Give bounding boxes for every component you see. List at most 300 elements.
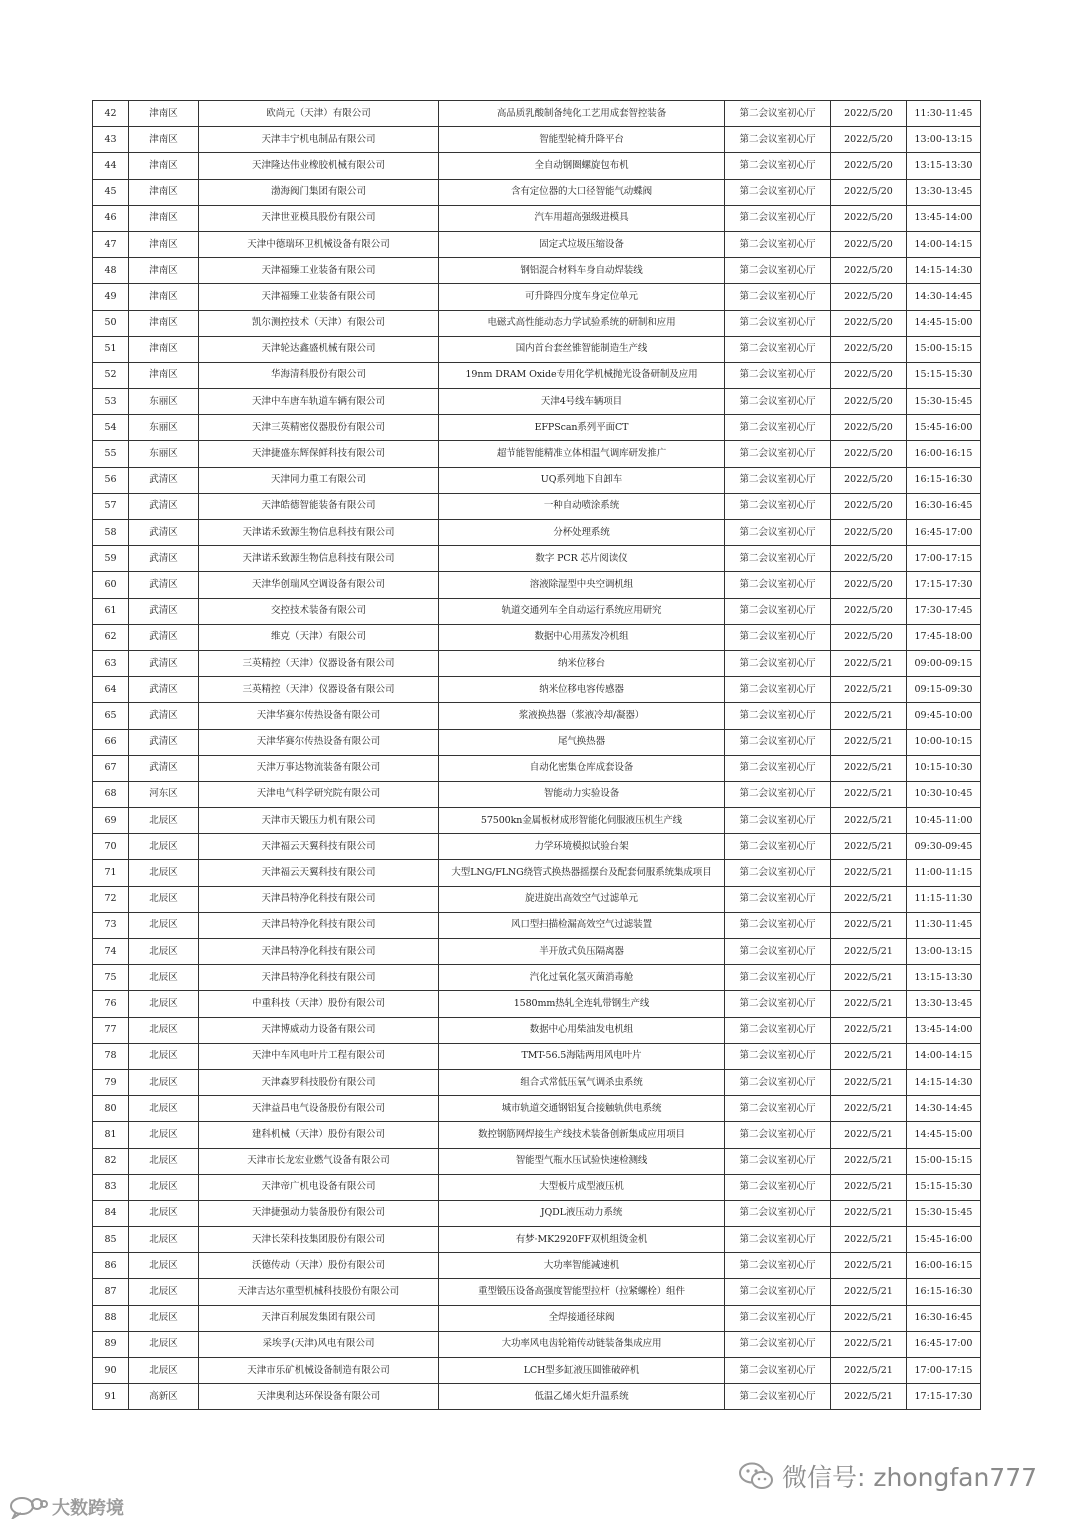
venue-cell: 第二会议室初心厅 <box>725 389 831 415</box>
row-number-cell: 77 <box>93 1017 129 1043</box>
date-cell: 2022/5/21 <box>831 755 907 781</box>
district-cell: 武清区 <box>129 598 199 624</box>
company-cell: 天津电气科学研究院有限公司 <box>199 781 439 807</box>
company-cell: 天津华创瑞风空调设备有限公司 <box>199 572 439 598</box>
district-cell: 北辰区 <box>129 1331 199 1357</box>
district-cell: 东丽区 <box>129 441 199 467</box>
project-cell: 组合式常低压氧气调杀虫系统 <box>439 1069 725 1095</box>
district-cell: 武清区 <box>129 493 199 519</box>
date-cell: 2022/5/20 <box>831 598 907 624</box>
date-cell: 2022/5/20 <box>831 153 907 179</box>
table-row <box>93 677 981 703</box>
district-cell: 津南区 <box>129 153 199 179</box>
district-cell: 津南区 <box>129 284 199 310</box>
date-cell: 2022/5/21 <box>831 1384 907 1410</box>
project-cell: 57500kn金属板材成形智能化伺服液压机生产线 <box>439 808 725 834</box>
company-cell: 天津益昌电气设备股份有限公司 <box>199 1096 439 1122</box>
time-slot-cell: 13:15-13:30 <box>907 965 981 991</box>
company-cell: 天津捷强动力装备股份有限公司 <box>199 1200 439 1226</box>
row-number-cell: 86 <box>93 1253 129 1279</box>
venue-cell: 第二会议室初心厅 <box>725 703 831 729</box>
district-cell: 津南区 <box>129 310 199 336</box>
row-number-cell: 58 <box>93 520 129 546</box>
venue-cell: 第二会议室初心厅 <box>725 205 831 231</box>
company-cell: 天津中德瑞环卫机械设备有限公司 <box>199 231 439 257</box>
date-cell: 2022/5/20 <box>831 362 907 388</box>
district-cell: 北辰区 <box>129 1148 199 1174</box>
company-cell: 三英精控（天津）仪器设备有限公司 <box>199 650 439 676</box>
company-cell: 天津丰宁机电制品有限公司 <box>199 127 439 153</box>
company-cell: 天津奥利达环保设备有限公司 <box>199 1384 439 1410</box>
table-row <box>93 703 981 729</box>
table-row <box>93 441 981 467</box>
table-row <box>93 755 981 781</box>
date-cell: 2022/5/20 <box>831 624 907 650</box>
project-cell: JQDL液压动力系统 <box>439 1200 725 1226</box>
speech-bubble-icon <box>8 1495 48 1519</box>
table-row <box>93 231 981 257</box>
row-number-cell: 88 <box>93 1305 129 1331</box>
date-cell: 2022/5/21 <box>831 1200 907 1226</box>
wechat-watermark <box>738 1458 1037 1494</box>
venue-cell: 第二会议室初心厅 <box>725 546 831 572</box>
district-cell: 北辰区 <box>129 834 199 860</box>
date-cell: 2022/5/21 <box>831 1069 907 1095</box>
district-cell: 武清区 <box>129 650 199 676</box>
project-cell: 智能动力实验设备 <box>439 781 725 807</box>
date-cell: 2022/5/20 <box>831 336 907 362</box>
venue-cell: 第二会议室初心厅 <box>725 467 831 493</box>
row-number-cell: 73 <box>93 912 129 938</box>
district-cell: 北辰区 <box>129 1096 199 1122</box>
date-cell: 2022/5/20 <box>831 101 907 127</box>
time-slot-cell: 17:45-18:00 <box>907 624 981 650</box>
row-number-cell: 49 <box>93 284 129 310</box>
row-number-cell: 48 <box>93 258 129 284</box>
project-cell: 半开放式负压隔离器 <box>439 939 725 965</box>
date-cell: 2022/5/20 <box>831 231 907 257</box>
date-cell: 2022/5/21 <box>831 808 907 834</box>
project-cell: 国内首台套丝锥智能制造生产线 <box>439 336 725 362</box>
table-row <box>93 1122 981 1148</box>
venue-cell: 第二会议室初心厅 <box>725 362 831 388</box>
venue-cell: 第二会议室初心厅 <box>725 677 831 703</box>
company-cell: 天津市乐矿机械设备制造有限公司 <box>199 1358 439 1384</box>
brand-watermark <box>8 1494 124 1520</box>
venue-cell: 第二会议室初心厅 <box>725 336 831 362</box>
project-cell: 含有定位器的大口径智能气动蝶阀 <box>439 179 725 205</box>
project-cell: 低温乙烯火炬升温系统 <box>439 1384 725 1410</box>
project-cell: 超节能智能精准立体相温气调库研发推广 <box>439 441 725 467</box>
date-cell: 2022/5/21 <box>831 1305 907 1331</box>
row-number-cell: 81 <box>93 1122 129 1148</box>
project-cell: 汽车用超高强级进模具 <box>439 205 725 231</box>
date-cell: 2022/5/21 <box>831 834 907 860</box>
company-cell: 天津百利展发集团有限公司 <box>199 1305 439 1331</box>
company-cell: 天津市长龙宏业燃气设备有限公司 <box>199 1148 439 1174</box>
row-number-cell: 63 <box>93 650 129 676</box>
date-cell: 2022/5/20 <box>831 284 907 310</box>
row-number-cell: 47 <box>93 231 129 257</box>
row-number-cell: 65 <box>93 703 129 729</box>
table-row <box>93 650 981 676</box>
district-cell: 武清区 <box>129 729 199 755</box>
time-slot-cell: 09:45-10:00 <box>907 703 981 729</box>
row-number-cell: 43 <box>93 127 129 153</box>
company-cell: 沃德传动（天津）股份有限公司 <box>199 1253 439 1279</box>
venue-cell: 第二会议室初心厅 <box>725 493 831 519</box>
district-cell: 津南区 <box>129 258 199 284</box>
company-cell: 天津博威动力设备有限公司 <box>199 1017 439 1043</box>
project-cell: 数控钢筋网焊接生产线技术装备创新集成应用项目 <box>439 1122 725 1148</box>
table-row <box>93 1279 981 1305</box>
venue-cell: 第二会议室初心厅 <box>725 598 831 624</box>
table-row <box>93 598 981 624</box>
venue-cell: 第二会议室初心厅 <box>725 284 831 310</box>
table-row <box>93 808 981 834</box>
table-row <box>93 179 981 205</box>
date-cell: 2022/5/21 <box>831 886 907 912</box>
time-slot-cell: 13:15-13:30 <box>907 153 981 179</box>
time-slot-cell: 11:30-11:45 <box>907 912 981 938</box>
table-row <box>93 939 981 965</box>
district-cell: 武清区 <box>129 624 199 650</box>
company-cell: 天津轮达鑫盛机械有限公司 <box>199 336 439 362</box>
project-cell: 一种自动喷涂系统 <box>439 493 725 519</box>
date-cell: 2022/5/21 <box>831 860 907 886</box>
district-cell: 东丽区 <box>129 415 199 441</box>
time-slot-cell: 17:15-17:30 <box>907 1384 981 1410</box>
time-slot-cell: 15:15-15:30 <box>907 362 981 388</box>
date-cell: 2022/5/20 <box>831 389 907 415</box>
date-cell: 2022/5/21 <box>831 781 907 807</box>
date-cell: 2022/5/21 <box>831 1253 907 1279</box>
company-cell: 天津昌特净化科技有限公司 <box>199 912 439 938</box>
table-row <box>93 1305 981 1331</box>
venue-cell: 第二会议室初心厅 <box>725 650 831 676</box>
row-number-cell: 89 <box>93 1331 129 1357</box>
district-cell: 北辰区 <box>129 912 199 938</box>
district-cell: 津南区 <box>129 336 199 362</box>
company-cell: 天津昌特净化科技有限公司 <box>199 939 439 965</box>
table-row <box>93 101 981 127</box>
table-row <box>93 912 981 938</box>
row-number-cell: 54 <box>93 415 129 441</box>
date-cell: 2022/5/20 <box>831 415 907 441</box>
project-cell: 固定式垃圾压缩设备 <box>439 231 725 257</box>
row-number-cell: 85 <box>93 1227 129 1253</box>
table-row <box>93 153 981 179</box>
district-cell: 北辰区 <box>129 886 199 912</box>
project-cell: 可升降四分度车身定位单元 <box>439 284 725 310</box>
row-number-cell: 72 <box>93 886 129 912</box>
date-cell: 2022/5/20 <box>831 179 907 205</box>
company-cell: 天津市天锻压力机有限公司 <box>199 808 439 834</box>
row-number-cell: 64 <box>93 677 129 703</box>
table-row <box>93 572 981 598</box>
company-cell: 天津中车唐车轨道车辆有限公司 <box>199 389 439 415</box>
time-slot-cell: 10:30-10:45 <box>907 781 981 807</box>
district-cell: 高新区 <box>129 1384 199 1410</box>
project-cell: 智能型轮椅升降平台 <box>439 127 725 153</box>
row-number-cell: 68 <box>93 781 129 807</box>
time-slot-cell: 13:45-14:00 <box>907 1017 981 1043</box>
company-cell: 天津帝广机电设备有限公司 <box>199 1174 439 1200</box>
row-number-cell: 67 <box>93 755 129 781</box>
date-cell: 2022/5/21 <box>831 965 907 991</box>
table-row <box>93 624 981 650</box>
date-cell: 2022/5/20 <box>831 467 907 493</box>
district-cell: 武清区 <box>129 703 199 729</box>
table-row <box>93 310 981 336</box>
company-cell: 渤海阀门集团有限公司 <box>199 179 439 205</box>
table-row <box>93 834 981 860</box>
district-cell: 北辰区 <box>129 991 199 1017</box>
table-row <box>93 1200 981 1226</box>
date-cell: 2022/5/21 <box>831 1279 907 1305</box>
table-row <box>93 1227 981 1253</box>
district-cell: 北辰区 <box>129 1017 199 1043</box>
date-cell: 2022/5/21 <box>831 1331 907 1357</box>
time-slot-cell: 15:30-15:45 <box>907 1200 981 1226</box>
table-row <box>93 127 981 153</box>
company-cell: 天津诺禾致源生物信息科技有限公司 <box>199 546 439 572</box>
table-row <box>93 520 981 546</box>
row-number-cell: 69 <box>93 808 129 834</box>
row-number-cell: 60 <box>93 572 129 598</box>
district-cell: 北辰区 <box>129 1305 199 1331</box>
venue-cell: 第二会议室初心厅 <box>725 808 831 834</box>
time-slot-cell: 14:15-14:30 <box>907 1069 981 1095</box>
date-cell: 2022/5/21 <box>831 1122 907 1148</box>
date-cell: 2022/5/20 <box>831 546 907 572</box>
date-cell: 2022/5/21 <box>831 677 907 703</box>
project-cell: 数据中心用蒸发冷机组 <box>439 624 725 650</box>
row-number-cell: 71 <box>93 860 129 886</box>
row-number-cell: 45 <box>93 179 129 205</box>
time-slot-cell: 16:15-16:30 <box>907 467 981 493</box>
company-cell: 中重科技（天津）股份有限公司 <box>199 991 439 1017</box>
table-row <box>93 1069 981 1095</box>
table-row <box>93 1043 981 1069</box>
time-slot-cell: 13:45-14:00 <box>907 205 981 231</box>
district-cell: 武清区 <box>129 755 199 781</box>
table-row <box>93 284 981 310</box>
schedule-table <box>92 100 981 1410</box>
row-number-cell: 80 <box>93 1096 129 1122</box>
table-row <box>93 729 981 755</box>
time-slot-cell: 10:00-10:15 <box>907 729 981 755</box>
row-number-cell: 87 <box>93 1279 129 1305</box>
venue-cell: 第二会议室初心厅 <box>725 1017 831 1043</box>
project-cell: 1580mm热轧全连轧带钢生产线 <box>439 991 725 1017</box>
time-slot-cell: 16:00-16:15 <box>907 1253 981 1279</box>
venue-cell: 第二会议室初心厅 <box>725 781 831 807</box>
project-cell: 浆液换热器（浆液冷却/凝器） <box>439 703 725 729</box>
company-cell: 交控技术装备有限公司 <box>199 598 439 624</box>
district-cell: 津南区 <box>129 231 199 257</box>
company-cell: 天津昌特净化科技有限公司 <box>199 965 439 991</box>
date-cell: 2022/5/21 <box>831 1358 907 1384</box>
time-slot-cell: 17:15-17:30 <box>907 572 981 598</box>
time-slot-cell: 17:00-17:15 <box>907 546 981 572</box>
district-cell: 北辰区 <box>129 1227 199 1253</box>
company-cell: 维克（天津）有限公司 <box>199 624 439 650</box>
venue-cell: 第二会议室初心厅 <box>725 153 831 179</box>
district-cell: 北辰区 <box>129 1174 199 1200</box>
venue-cell: 第二会议室初心厅 <box>725 572 831 598</box>
table-row <box>93 493 981 519</box>
time-slot-cell: 14:45-15:00 <box>907 1122 981 1148</box>
time-slot-cell: 14:30-14:45 <box>907 284 981 310</box>
district-cell: 北辰区 <box>129 1069 199 1095</box>
time-slot-cell: 15:00-15:15 <box>907 1148 981 1174</box>
venue-cell: 第二会议室初心厅 <box>725 1384 831 1410</box>
row-number-cell: 62 <box>93 624 129 650</box>
project-cell: 大型LNG/FLNG绕管式换热器摇摆台及配套伺服系统集成项目 <box>439 860 725 886</box>
project-cell: 数据中心用柴油发电机组 <box>439 1017 725 1043</box>
time-slot-cell: 15:45-16:00 <box>907 415 981 441</box>
row-number-cell: 78 <box>93 1043 129 1069</box>
time-slot-cell: 11:30-11:45 <box>907 101 981 127</box>
venue-cell: 第二会议室初心厅 <box>725 1358 831 1384</box>
district-cell: 武清区 <box>129 467 199 493</box>
time-slot-cell: 15:15-15:30 <box>907 1174 981 1200</box>
time-slot-cell: 09:30-09:45 <box>907 834 981 860</box>
row-number-cell: 70 <box>93 834 129 860</box>
district-cell: 津南区 <box>129 362 199 388</box>
project-cell: UQ系列地下自卸车 <box>439 467 725 493</box>
table-row <box>93 205 981 231</box>
project-cell: 城市轨道交通钢铝复合接触轨供电系统 <box>439 1096 725 1122</box>
table-row <box>93 258 981 284</box>
time-slot-cell: 14:30-14:45 <box>907 1096 981 1122</box>
venue-cell: 第二会议室初心厅 <box>725 1148 831 1174</box>
district-cell: 武清区 <box>129 677 199 703</box>
table-row <box>93 389 981 415</box>
project-cell: TMT-56.5海陆两用风电叶片 <box>439 1043 725 1069</box>
table-row <box>93 1253 981 1279</box>
row-number-cell: 83 <box>93 1174 129 1200</box>
time-slot-cell: 17:00-17:15 <box>907 1358 981 1384</box>
time-slot-cell: 09:00-09:15 <box>907 650 981 676</box>
row-number-cell: 59 <box>93 546 129 572</box>
venue-cell: 第二会议室初心厅 <box>725 1122 831 1148</box>
company-cell: 天津万事达物流装备有限公司 <box>199 755 439 781</box>
project-cell: 尾气换热器 <box>439 729 725 755</box>
date-cell: 2022/5/21 <box>831 703 907 729</box>
project-cell: 高品质乳酸制备纯化工艺用成套智控装备 <box>439 101 725 127</box>
district-cell: 北辰区 <box>129 1200 199 1226</box>
date-cell: 2022/5/21 <box>831 1017 907 1043</box>
company-cell: 天津森罗科技股份有限公司 <box>199 1069 439 1095</box>
venue-cell: 第二会议室初心厅 <box>725 624 831 650</box>
project-cell: LCH型多缸液压圆锥破碎机 <box>439 1358 725 1384</box>
district-cell: 津南区 <box>129 101 199 127</box>
table-row <box>93 1358 981 1384</box>
date-cell: 2022/5/20 <box>831 493 907 519</box>
project-cell: 大功率风电齿轮箱传动链装备集成应用 <box>439 1331 725 1357</box>
district-cell: 武清区 <box>129 546 199 572</box>
company-cell: 天津皓德智能装备有限公司 <box>199 493 439 519</box>
time-slot-cell: 16:45-17:00 <box>907 1331 981 1357</box>
venue-cell: 第二会议室初心厅 <box>725 1279 831 1305</box>
project-cell: 自动化密集仓库成套设备 <box>439 755 725 781</box>
venue-cell: 第二会议室初心厅 <box>725 179 831 205</box>
row-number-cell: 82 <box>93 1148 129 1174</box>
row-number-cell: 84 <box>93 1200 129 1226</box>
row-number-cell: 55 <box>93 441 129 467</box>
time-slot-cell: 15:00-15:15 <box>907 336 981 362</box>
table-row <box>93 467 981 493</box>
time-slot-cell: 16:15-16:30 <box>907 1279 981 1305</box>
time-slot-cell: 17:30-17:45 <box>907 598 981 624</box>
project-cell: 纳米位移电容传感器 <box>439 677 725 703</box>
venue-cell: 第二会议室初心厅 <box>725 886 831 912</box>
row-number-cell: 46 <box>93 205 129 231</box>
time-slot-cell: 15:30-15:45 <box>907 389 981 415</box>
row-number-cell: 42 <box>93 101 129 127</box>
table-row <box>93 860 981 886</box>
row-number-cell: 90 <box>93 1358 129 1384</box>
district-cell: 武清区 <box>129 520 199 546</box>
venue-cell: 第二会议室初心厅 <box>725 939 831 965</box>
date-cell: 2022/5/20 <box>831 127 907 153</box>
row-number-cell: 56 <box>93 467 129 493</box>
table-row <box>93 415 981 441</box>
venue-cell: 第二会议室初心厅 <box>725 415 831 441</box>
project-cell: 钢铝混合材料车身自动焊装线 <box>439 258 725 284</box>
project-cell: EFPScan系列平面CT <box>439 415 725 441</box>
table-row <box>93 1331 981 1357</box>
company-cell: 天津福云天翼科技有限公司 <box>199 834 439 860</box>
time-slot-cell: 14:15-14:30 <box>907 258 981 284</box>
company-cell: 凯尔测控技术（天津）有限公司 <box>199 310 439 336</box>
project-cell: 轨道交通列车全自动运行系统应用研究 <box>439 598 725 624</box>
company-cell: 天津同力重工有限公司 <box>199 467 439 493</box>
venue-cell: 第二会议室初心厅 <box>725 101 831 127</box>
district-cell: 北辰区 <box>129 939 199 965</box>
table-row <box>93 886 981 912</box>
project-cell: 有梦·MK2920FF双机组烫金机 <box>439 1227 725 1253</box>
date-cell: 2022/5/21 <box>831 650 907 676</box>
date-cell: 2022/5/21 <box>831 1043 907 1069</box>
time-slot-cell: 11:15-11:30 <box>907 886 981 912</box>
company-cell: 三英精控（天津）仪器设备有限公司 <box>199 677 439 703</box>
company-cell: 天津昌特净化科技有限公司 <box>199 886 439 912</box>
district-cell: 北辰区 <box>129 1253 199 1279</box>
venue-cell: 第二会议室初心厅 <box>725 1200 831 1226</box>
venue-cell: 第二会议室初心厅 <box>725 231 831 257</box>
project-cell: 风口型扫描检漏高效空气过滤装置 <box>439 912 725 938</box>
project-cell: 旋进旋出高效空气过滤单元 <box>439 886 725 912</box>
table-row <box>93 991 981 1017</box>
venue-cell: 第二会议室初心厅 <box>725 1069 831 1095</box>
time-slot-cell: 14:45-15:00 <box>907 310 981 336</box>
venue-cell: 第二会议室初心厅 <box>725 520 831 546</box>
venue-cell: 第二会议室初心厅 <box>725 1174 831 1200</box>
venue-cell: 第二会议室初心厅 <box>725 258 831 284</box>
company-cell: 采埃孚(天津)风电有限公司 <box>199 1331 439 1357</box>
table-row <box>93 965 981 991</box>
district-cell: 津南区 <box>129 205 199 231</box>
time-slot-cell: 16:30-16:45 <box>907 1305 981 1331</box>
venue-cell: 第二会议室初心厅 <box>725 441 831 467</box>
venue-cell: 第二会议室初心厅 <box>725 1253 831 1279</box>
venue-cell: 第二会议室初心厅 <box>725 310 831 336</box>
district-cell: 北辰区 <box>129 1358 199 1384</box>
date-cell: 2022/5/21 <box>831 1148 907 1174</box>
